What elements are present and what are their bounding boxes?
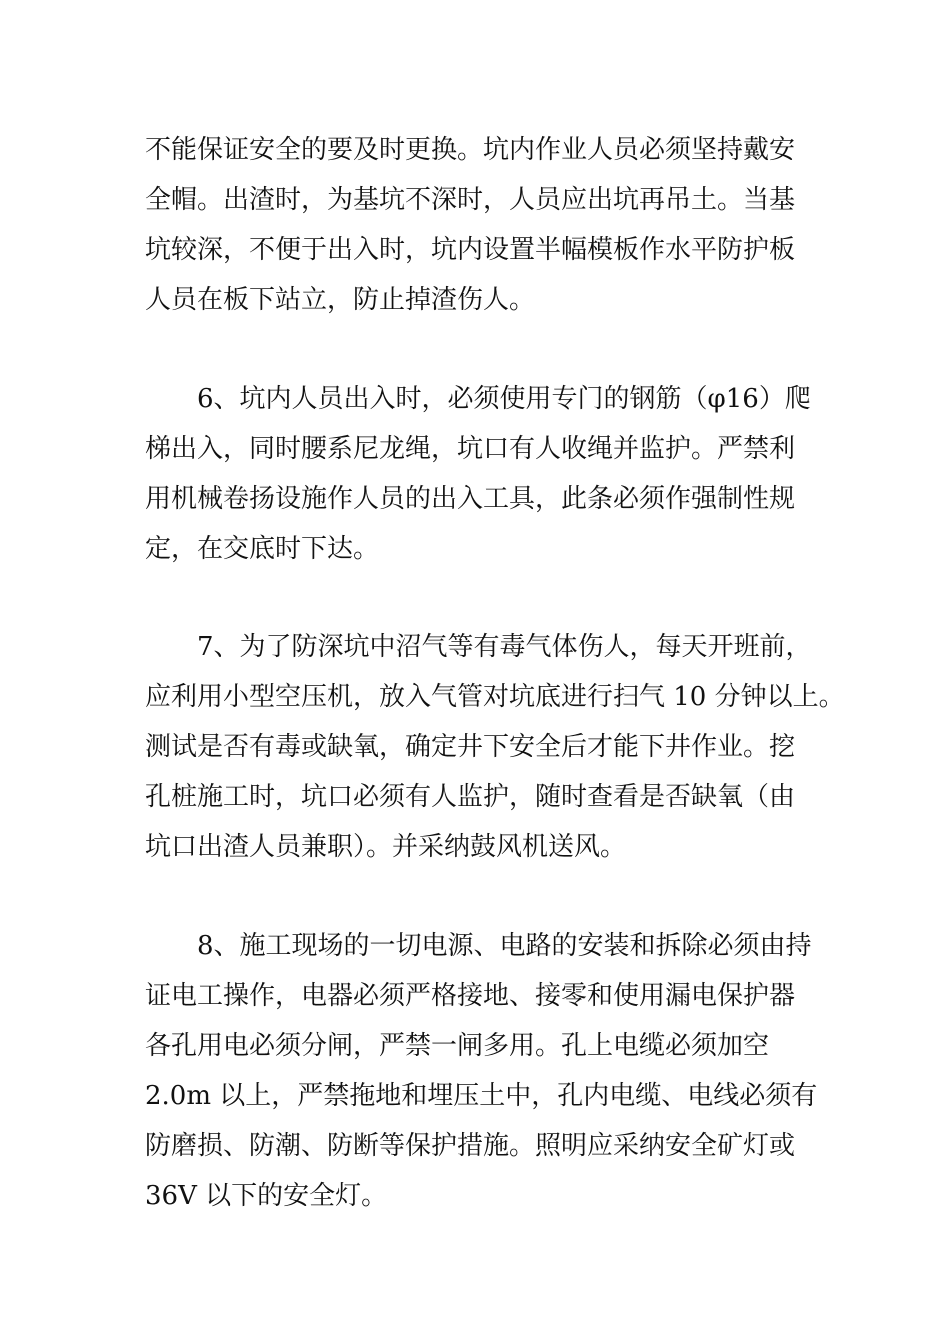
text-line: 6、坑内人员出入时，必须使用专门的钢筋（φ16）爬: [197, 384, 811, 414]
text-line: 用机械卷扬设施作人员的出入工具，此条必须作强制性规: [145, 484, 796, 514]
text-line: 应利用小型空压机，放入气管对坑底进行扫气 10 分钟以上。: [145, 682, 845, 712]
text-line: 证电工操作，电器必须严格接地、接零和使用漏电保护器: [145, 981, 796, 1011]
text-line: 坑较深，不便于出入时，坑内设置半幅模板作水平防护板: [145, 235, 796, 265]
text-line: 定，在交底时下达。: [145, 534, 380, 564]
text-line: 孔桩施工时，坑口必须有人监护，随时查看是否缺氧（由: [145, 782, 796, 812]
text-line: 人员在板下站立，防止掉渣伤人。: [145, 285, 536, 315]
text-line: 各孔用电必须分闸，严禁一闸多用。孔上电缆必须加空: [145, 1031, 770, 1061]
text-line: 2.0m 以上，严禁拖地和埋压土中，孔内电缆、电线必须有: [145, 1081, 818, 1111]
text-line: 全帽。出渣时，为基坑不深时，人员应出坑再吊土。当基: [145, 185, 796, 215]
text-line: 坑口出渣人员兼职）。并采纳鼓风机送风。: [145, 832, 627, 862]
text-line: 测试是否有毒或缺氧，确定井下安全后才能下井作业。挖: [145, 732, 796, 762]
text-line: 防磨损、防潮、防断等保护措施。照明应采纳安全矿灯或: [145, 1131, 796, 1161]
text-line: 梯出入，同时腰系尼龙绳，坑口有人收绳并监护。严禁利: [145, 434, 796, 464]
text-line: 8、施工现场的一切电源、电路的安装和拆除必须由持: [197, 931, 812, 961]
text-line: 不能保证安全的要及时更换。坑内作业人员必须坚持戴安: [145, 135, 796, 165]
text-line: 36V 以下的安全灯。: [145, 1181, 388, 1211]
text-line: 7、为了防深坑中沼气等有毒气体伤人，每天开班前，: [197, 632, 812, 662]
